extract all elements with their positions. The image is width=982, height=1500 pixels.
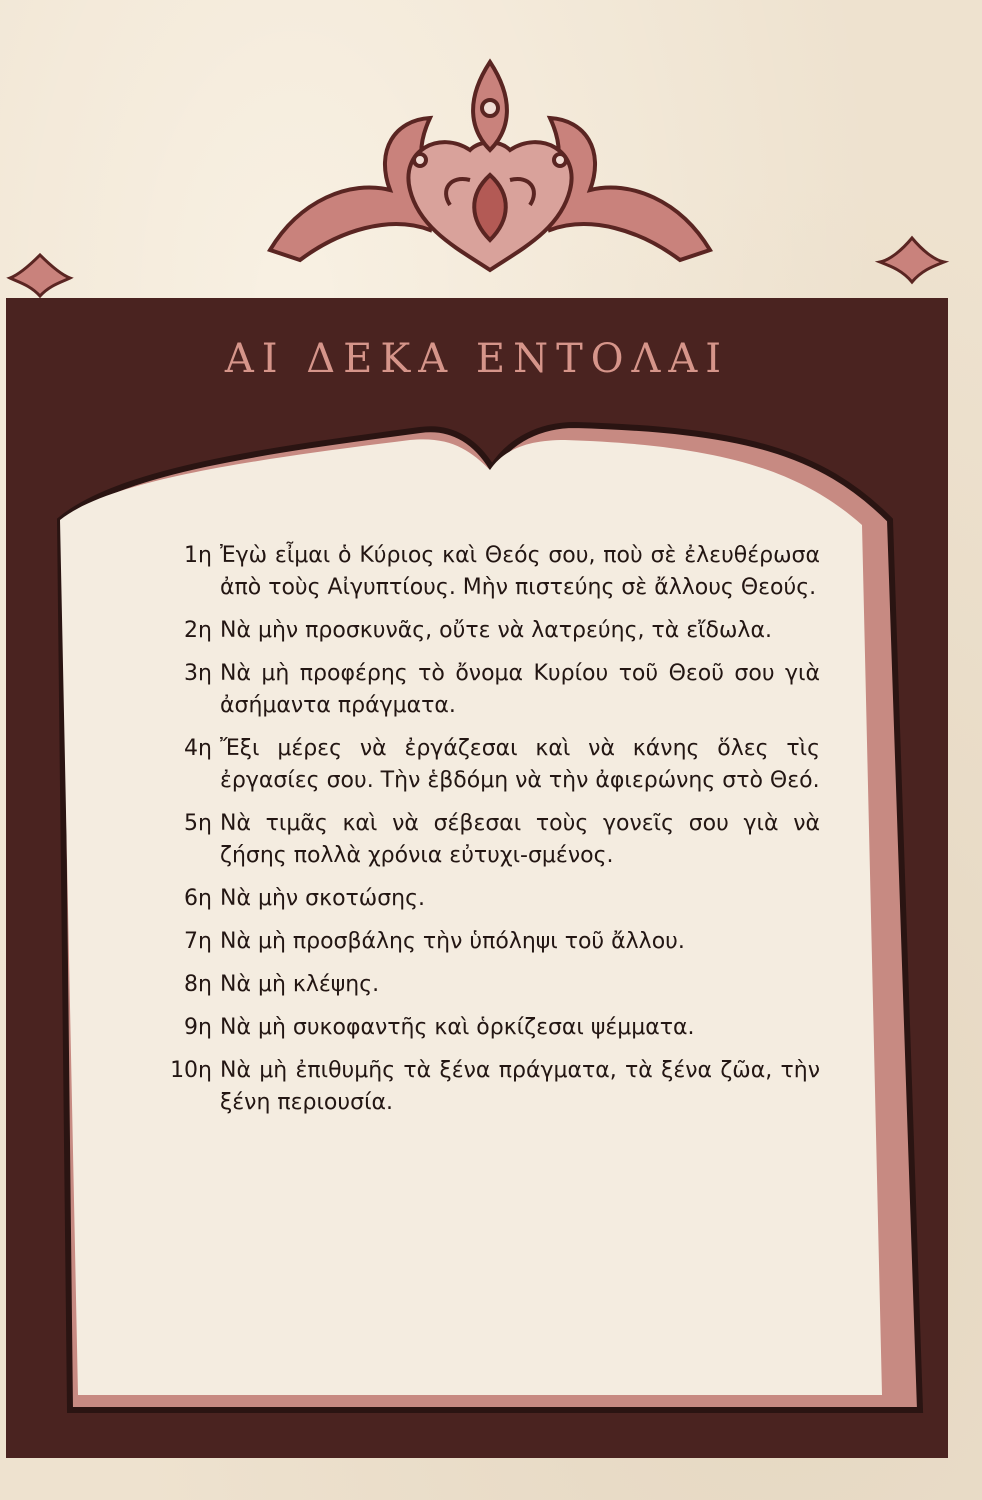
commandment-text: Ἐγὼ εἶμαι ὁ Κύριος καὶ Θεός σου, ποὺ σὲ ἐλευθέρωσα ἀπὸ τοὺς Αἰγυπτίους. Μὴν πιστεύης σὲ ἄλλους Θεούς. (220, 543, 820, 600)
commandment-7 (160, 926, 820, 958)
commandments-list (160, 540, 820, 1130)
commandment-text: Νὰ μὴν σκοτώσης. (220, 886, 426, 911)
page-title: ΑΙ ΔΕΚΑ ΕΝΤΟΛΑΙ (224, 336, 730, 382)
commandment-3 (160, 658, 820, 722)
commandment-text: Νὰ μὴ προφέρης τὸ ὄνομα Κυρίου τοῦ Θεοῦ σου γιὰ ἀσήμαντα πράγματα. (220, 661, 820, 718)
commandment-text: Ἔξι μέρες νὰ ἐργάζεσαι καὶ νὰ κάνης ὅλες τὶς ἐργασίες σου. Τὴν ἑβδόμη νὰ τὴν ἀφιερώνης στὸ Θεό. (220, 736, 820, 793)
commandment-10 (160, 1055, 820, 1119)
commandment-6 (160, 883, 820, 915)
commandment-2 (160, 615, 820, 647)
commandment-number: 2η (184, 618, 212, 643)
commandment-number: 3η (184, 661, 212, 686)
commandment-number: 8η (184, 972, 212, 997)
commandment-number: 7η (184, 929, 212, 954)
commandment-5 (160, 808, 820, 872)
commandment-4 (160, 733, 820, 797)
commandment-9 (160, 1012, 820, 1044)
commandment-8 (160, 969, 820, 1001)
commandment-number: 6η (184, 886, 212, 911)
commandment-number: 4η (184, 736, 212, 761)
commandment-text: Νὰ μὴ ἐπιθυμῆς τὰ ξένα πράγματα, τὰ ξένα ζῶα, τὴν ξένη περιουσία. (220, 1058, 820, 1115)
commandment-number: 5η (184, 811, 212, 836)
commandment-number: 1η (184, 543, 212, 568)
commandment-number: 10η (170, 1058, 212, 1083)
commandment-text: Νὰ μὴ κλέψης. (220, 972, 380, 997)
commandment-number: 9η (184, 1015, 212, 1040)
commandment-text: Νὰ μὴν προσκυνᾶς, οὔτε νὰ λατρεύης, τὰ εἴδωλα. (220, 618, 772, 643)
commandment-text: Νὰ μὴ προσβάλης τὴν ὑπόληψι τοῦ ἄλλου. (220, 929, 685, 954)
commandment-1 (160, 540, 820, 604)
commandment-text: Νὰ τιμᾶς καὶ νὰ σέβεσαι τοὺς γονεῖς σου γιὰ νὰ ζήσης πολλὰ χρόνια εὐτυχι-σμένος. (220, 811, 820, 868)
commandment-text: Νὰ μὴ συκοφαντῆς καὶ ὁρκίζεσαι ψέμματα. (220, 1015, 695, 1040)
